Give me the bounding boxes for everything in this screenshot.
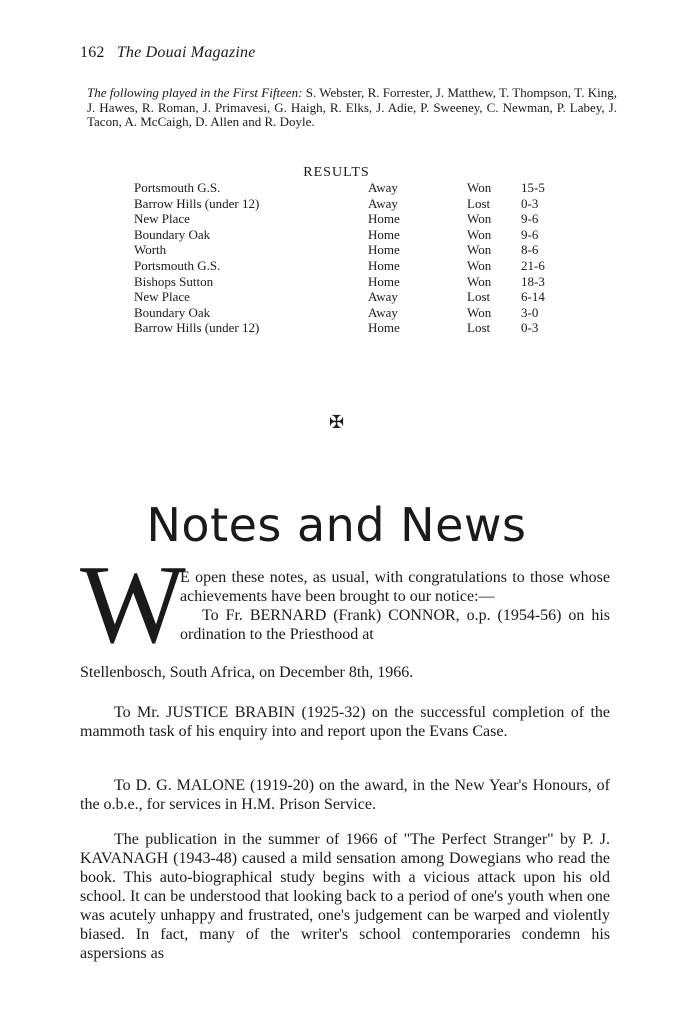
result: Won (467, 304, 492, 320)
results-row (134, 289, 574, 305)
players-paragraph (87, 86, 617, 130)
team-name: Portsmouth G.S. (134, 180, 221, 195)
results-row (134, 305, 574, 321)
paragraph-malone: To D. G. MALONE (1919-20) on the award, in the New Year's Honours, of the o.b.e., for services in H.M. Prison Service. (80, 777, 610, 813)
team-name: Portsmouth G.S. (134, 257, 221, 273)
team-name: Worth (134, 242, 167, 258)
score: 0-3 (521, 320, 539, 336)
venue: Away (368, 289, 398, 305)
result: Lost (467, 195, 491, 211)
cross-ornament-icon: ✠ (328, 412, 345, 432)
results-row (134, 242, 574, 258)
venue: Away (368, 195, 398, 211)
result: Won (467, 211, 492, 227)
section-title: Notes and News (146, 498, 527, 552)
team-name: Boundary Oak (134, 226, 211, 242)
paragraph-brabin: To Mr. JUSTICE BRABIN (1925-32) on the successful completion of the mammoth task of his enquiry into and report upon the Evans Case. (80, 704, 610, 740)
results-row (134, 274, 574, 290)
paragraph-kavanagh: The publication in the summer of 1966 of "The Perfect Stranger" by P. J. KAVANAGH (1943-48) caused a mild sensation among Dowegians who read the book. This auto-biographical study begins with a vicious attack upon his old school. It can be understood that looking back to a period of one's youth when one was acutely unhappy and frustrated, one's judgement can be warped and violently biased. In fact, many of the writer's school contemporaries condemn his aspersions as (80, 831, 610, 962)
results-row (134, 320, 574, 336)
result: Lost (467, 320, 491, 336)
lead-para-start: To Fr. BERNARD (Frank) CONNOR, o.p. (1954-56) on his ordination to the Priesthood at (180, 607, 610, 643)
lead-line: E open these notes, as usual, with congratulations to those whose achievements have been brought to our notice:— (180, 569, 610, 605)
score: 6-14 (521, 289, 545, 305)
score: 0-3 (521, 195, 539, 211)
results-row (134, 196, 574, 212)
results-row (134, 211, 574, 227)
venue: Away (368, 304, 398, 320)
team-name: Boundary Oak (134, 304, 211, 320)
result: Lost (467, 289, 491, 305)
score: 18-3 (521, 273, 545, 289)
results-row (134, 180, 574, 196)
score: 15-5 (521, 180, 545, 195)
score: 9-6 (521, 226, 539, 242)
results-heading: RESULTS (303, 165, 370, 180)
team-name: Barrow Hills (under 12) (134, 195, 260, 211)
players-intro: The following played in the First Fifteen: (87, 85, 303, 100)
venue: Home (368, 226, 400, 242)
team-name: New Place (134, 211, 190, 227)
lead-paragraph (180, 568, 610, 644)
result: Won (467, 242, 492, 258)
venue: Home (368, 273, 400, 289)
results-table (134, 180, 574, 336)
players-names: S. Webster, R. Forrester, J. Matthew, T. Thompson, T. King, J. Hawes, R. Roman, J. Primavesi, G. Haigh, R. Elks, J. Adie, P. Sweeney, C. Newman, P. Labey, J. Tacon, A. McCaigh, D. Allen and R. Doyle. (87, 85, 617, 130)
result: Won (467, 273, 492, 289)
running-header (80, 44, 256, 62)
score: 8-6 (521, 242, 539, 258)
venue: Home (368, 211, 400, 227)
result: Won (467, 257, 492, 273)
magazine-title: The Douai Magazine (116, 44, 256, 61)
venue: Home (368, 320, 400, 336)
score: 3-0 (521, 304, 539, 320)
result: Won (467, 180, 492, 195)
results-row (134, 258, 574, 274)
lead-para-end: Stellenbosch, South Africa, on December 8th, 1966. (80, 664, 414, 681)
team-name: Barrow Hills (under 12) (134, 320, 260, 336)
page-number: 162 (80, 44, 105, 61)
venue: Home (368, 257, 400, 273)
results-row (134, 227, 574, 243)
drop-cap: W (80, 543, 186, 667)
score: 9-6 (521, 211, 539, 227)
score: 21-6 (521, 257, 545, 273)
team-name: New Place (134, 289, 190, 305)
venue: Away (368, 180, 398, 195)
team-name: Bishops Sutton (134, 273, 214, 289)
result: Won (467, 226, 492, 242)
venue: Home (368, 242, 400, 258)
